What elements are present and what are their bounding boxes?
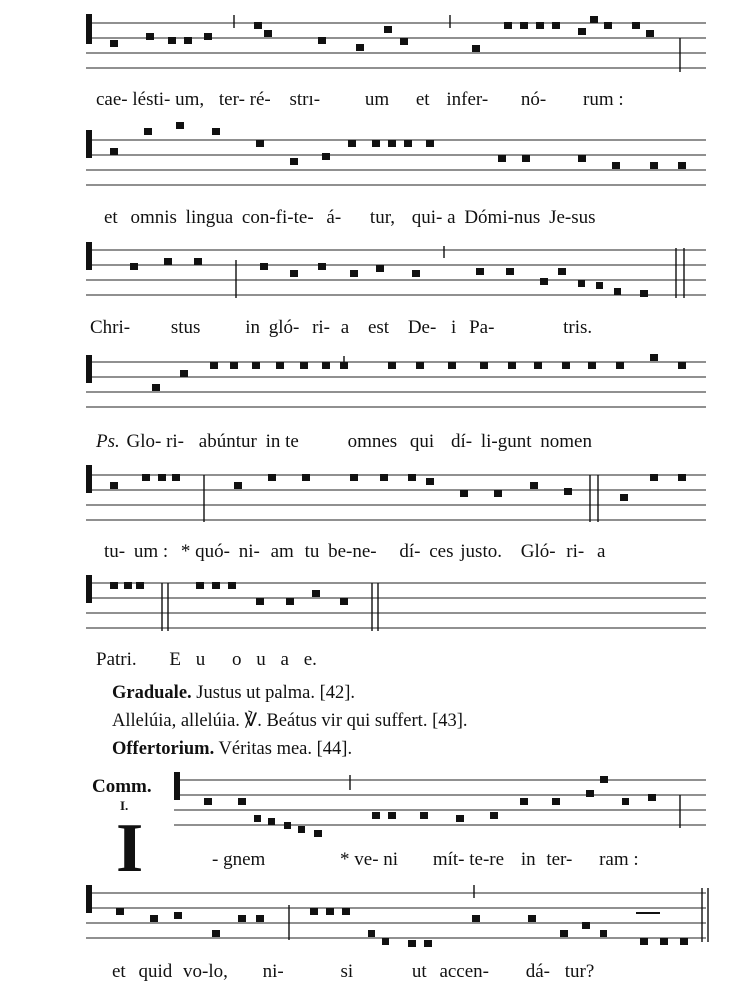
syllable: in — [520, 849, 536, 870]
alleluia-text: Allelúia, allelúia. — [112, 711, 240, 731]
syllable: um : — [133, 541, 169, 562]
syllable: abúntur — [198, 431, 257, 452]
syllable: Dómi-nus — [464, 207, 541, 228]
syllable: De- — [407, 317, 437, 338]
syllable: dá- — [525, 961, 551, 982]
syllable: est — [367, 317, 390, 338]
syllable: in te — [265, 431, 299, 452]
syllable: a — [340, 317, 350, 338]
syllable: u — [256, 649, 266, 670]
syllable: tris. — [563, 317, 593, 338]
syllable: dí- — [399, 541, 421, 562]
syllable: a — [596, 541, 606, 562]
syllable: * ve- ni — [340, 849, 399, 870]
syllable: vo-lo, — [183, 961, 228, 982]
lyric-line-8 — [112, 962, 594, 981]
syllable: justo. — [460, 541, 502, 562]
versicle-text: Beátus vir qui suffert. [43]. — [266, 711, 468, 731]
syllable: o — [232, 649, 242, 670]
syllable: ces — [429, 541, 454, 562]
graduale-label: Graduale. — [112, 683, 192, 703]
syllable: nó- — [520, 89, 547, 110]
syllable: am — [270, 541, 294, 562]
syllable: mít- te-re — [432, 849, 505, 870]
syllable: quid — [138, 961, 173, 982]
lyric-line-7 — [212, 850, 639, 869]
syllable: nomen — [540, 431, 592, 452]
syllable: et — [104, 207, 118, 228]
communion-mode: I. — [120, 798, 129, 813]
syllable: gló- — [268, 317, 300, 338]
syllable: ni- — [262, 961, 284, 982]
syllable: rum : — [583, 89, 624, 110]
syllable: stus — [170, 317, 201, 338]
syllable: et — [415, 89, 430, 110]
offertorium-label: Offertorium. — [112, 739, 215, 759]
graduale-line — [112, 684, 355, 703]
syllable: dí- — [450, 431, 473, 452]
syllable: a — [280, 649, 289, 670]
syllable: omnis — [130, 207, 177, 228]
lyric-line-3 — [90, 318, 592, 337]
psalm-abbrev: Ps. — [96, 431, 120, 452]
syllable: si — [340, 961, 354, 982]
syllable: á- — [326, 207, 342, 228]
graduale-text: Justus ut palma. [42]. — [196, 683, 356, 703]
syllable: omnes — [347, 431, 398, 452]
syllable: qui- a — [411, 207, 456, 228]
syllable: Pa- — [469, 317, 495, 338]
syllable: cae- lésti- um, — [96, 89, 205, 110]
syllable: e. — [303, 649, 317, 670]
lyric-line-4 — [96, 432, 592, 451]
syllable: Je-sus — [549, 207, 596, 228]
syllable: con-fi-te- — [241, 207, 314, 228]
syllable: * quó- — [180, 541, 230, 562]
syllable: in — [245, 317, 260, 338]
syllable: tur, — [369, 207, 396, 228]
syllable: ni- — [238, 541, 260, 562]
syllable: tu — [304, 541, 320, 562]
lyric-line-5 — [104, 542, 605, 561]
syllable: accen- — [439, 961, 489, 982]
syllable: Glo- ri- — [126, 431, 185, 452]
syllable: be-ne- — [328, 541, 377, 562]
syllable: tur? — [564, 961, 595, 982]
syllable: ut — [411, 961, 427, 982]
syllable: li-gunt — [480, 431, 532, 452]
syllable: ri- — [312, 317, 331, 338]
syllable: E — [169, 649, 181, 670]
syllable: Patri. — [96, 649, 137, 670]
alleluia-line — [112, 712, 468, 731]
syllable: Chri- — [90, 317, 131, 338]
versicle-symbol: ℣. — [244, 711, 262, 731]
syllable: ter- — [546, 849, 573, 870]
syllable: ri- — [566, 541, 585, 562]
syllable: u — [195, 649, 206, 670]
syllable: - gnem — [212, 849, 266, 870]
lyric-line-1 — [96, 90, 624, 109]
lyric-line-2 — [104, 208, 596, 227]
offertorium-line — [112, 740, 352, 759]
syllable: um — [364, 89, 390, 110]
syllable: tu- — [104, 541, 126, 562]
syllable: strı- — [289, 89, 321, 110]
syllable: Gló- — [520, 541, 556, 562]
communion-label: Comm. — [92, 776, 152, 797]
syllable: ter- ré- — [218, 89, 271, 110]
drop-cap-initial: I — [116, 810, 144, 887]
syllable: i — [451, 317, 457, 338]
syllable: qui — [409, 431, 435, 452]
syllable: infer- — [446, 89, 489, 110]
syllable: et — [112, 961, 126, 982]
offertorium-text: Véritas mea. [44]. — [218, 739, 353, 759]
syllable: ram : — [599, 849, 639, 870]
lyric-line-6 — [96, 650, 317, 669]
syllable: lingua — [185, 207, 234, 228]
